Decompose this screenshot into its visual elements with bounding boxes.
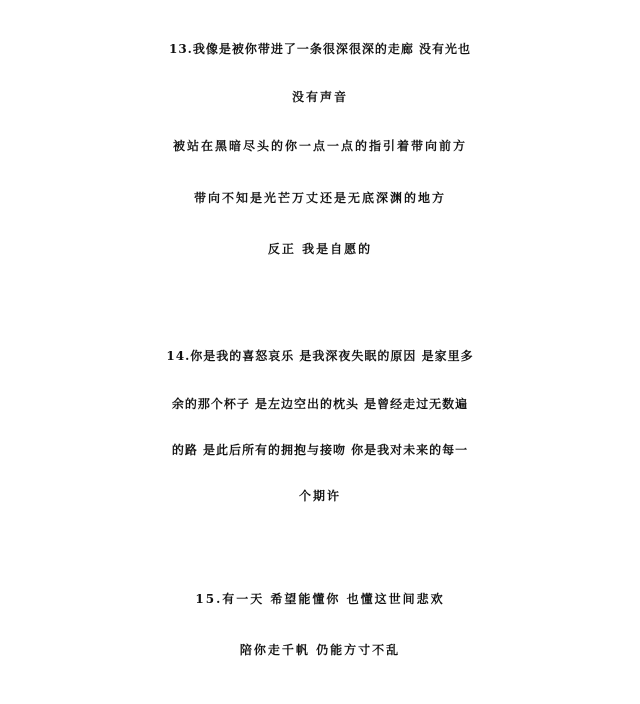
section-14-line-1: 14.你是我的喜怒哀乐 是我深夜失眠的原因 是家里多: [166, 349, 474, 363]
section-13-line-3: 被站在黑暗尽头的你一点一点的指引着带向前方: [172, 139, 467, 153]
section-15-line-2: 陪你走千帆 仍能方寸不乱: [239, 643, 401, 657]
section-15-line-1: 15.有一天 希望能懂你 也懂这世间悲欢: [195, 592, 445, 606]
section-13-line-1: 13.我像是被你带进了一条很深很深的走廊 没有光也: [168, 42, 472, 56]
section-13-line-5: 反正 我是自愿的: [267, 242, 373, 256]
section-13-line-4: 带向不知是光芒万丈还是无底深渊的地方: [193, 191, 446, 205]
section-14-line-4: 个期许: [298, 489, 341, 503]
section-14-line-3: 的路 是此后所有的拥抱与接吻 你是我对未来的每一: [171, 443, 469, 457]
section-14-line-2: 余的那个杯子 是左边空出的枕头 是曾经走过无数遍: [171, 397, 469, 411]
section-13-line-2: 没有声音: [291, 90, 348, 104]
